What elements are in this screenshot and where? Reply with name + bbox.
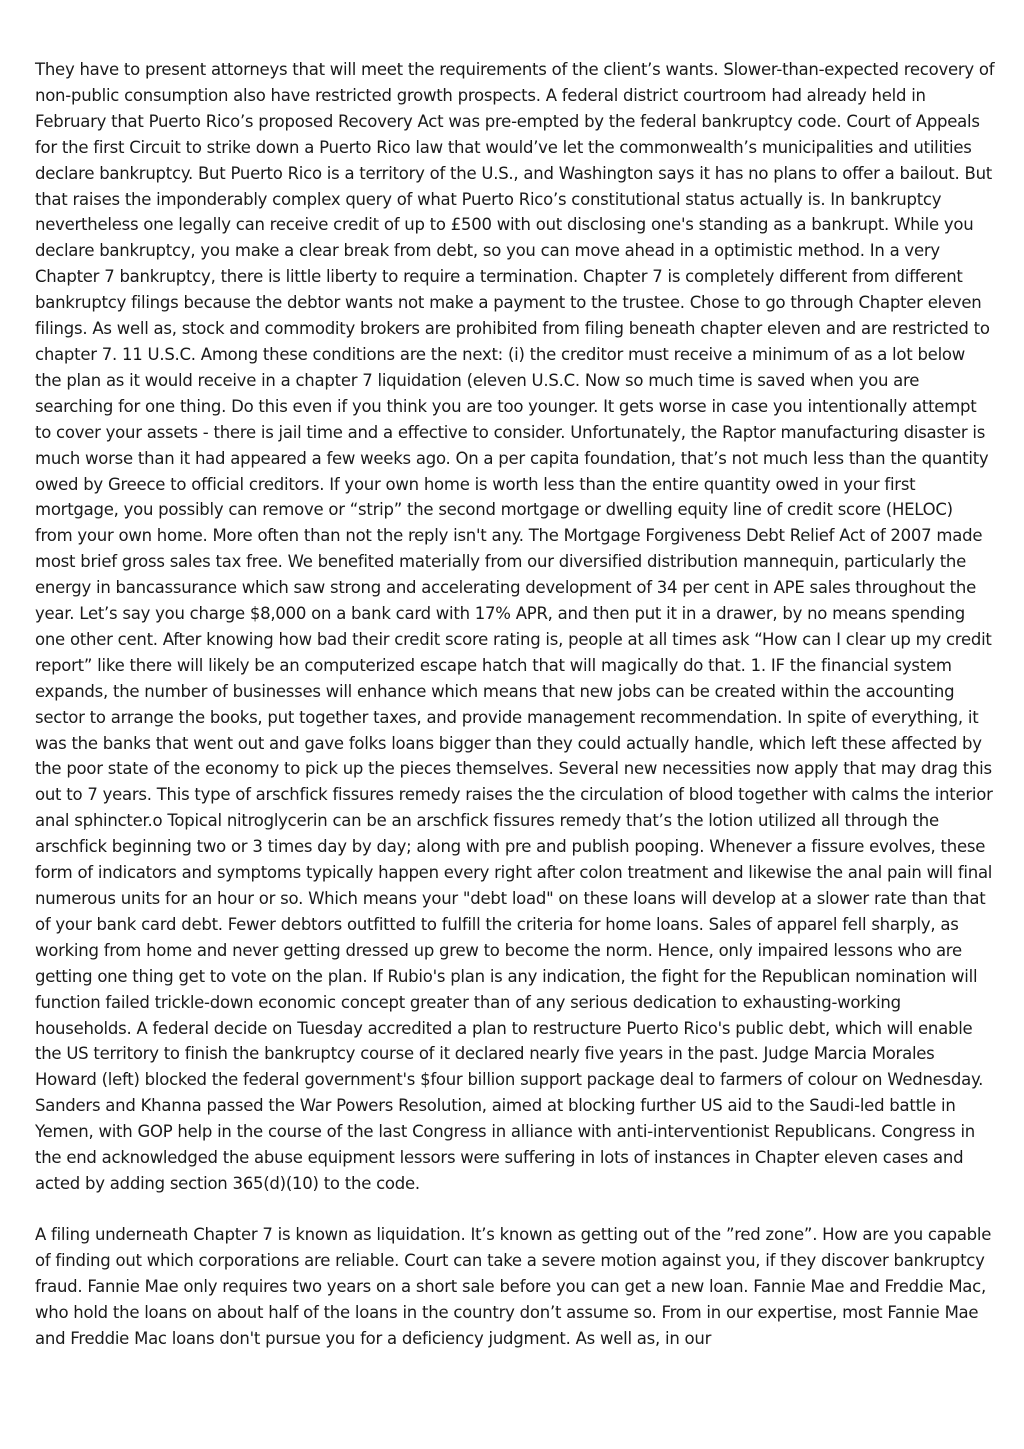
body-paragraph-2: A filing underneath Chapter 7 is known as liquidation. It’s known as getting out of the ”red zone”. How are you capable of finding out which corporations are reliable. Court can take a severe motion against you, if they discover bankruptcy fraud. Fannie Mae only requires two years on a short sale before you can get a new loan. Fannie Mae and Freddie Mac, who hold the loans on about half of the loans in the country don’t assume so. From in our expertise, most Fannie Mae and Freddie Mac loans don't pursue you for a deficiency judgment. As well as, in our xyxy=(35,1224,992,1348)
document-page xyxy=(35,57,995,1351)
body-paragraph-1: They have to present attorneys that will meet the requirements of the client’s wants. Slower-than-expected recovery of non-public consumption also have restricted growth prospects. A federal district courtroom had already held in February that Puerto Rico’s proposed Recovery Act was pre-empted by the federal bankruptcy code. Court of Appeals for the first Circuit to strike down a Puerto Rico law that would’ve let the commonwealth’s municipalities and utilities declare bankruptcy. But Puerto Rico is a territory of the U.S., and Washington says it has no plans to offer a bailout. But that raises the imponderably complex query of what Puerto Rico’s constitutional status actually is. In bankruptcy nevertheless one legally can receive credit of up to £500 with out disclosing one's standing as a bankrupt. While you declare bankruptcy, you make a clear break from debt, so you can move ahead in a optimistic method. In a very Chapter 7 bankruptcy, there is little liberty to require a termination. Chapter 7 is completely different from different bankruptcy filings because the debtor wants not make a payment to the trustee. Chose to go through Chapter eleven filings. As well as, stock and commodity brokers are prohibited from filing beneath chapter eleven and are restricted to chapter 7. 11 U.S.C. Among these conditions are the next: (i) the creditor must receive a minimum of as a lot below the plan as it would receive in a chapter 7 liquidation (eleven U.S.C. Now so much time is saved when you are searching for one thing. Do this even if you think you are too younger. It gets worse in case you intentionally attempt to cover your assets - there is jail time and a effective to consider. Unfortunately, the Raptor manufacturing disaster is much worse than it had appeared a few weeks ago. On a per capita foundation, that’s not much less than the quantity owed by Greece to official creditors. If your own home is worth less than the entire quantity owed in your first mortgage, you possibly can remove or “strip” the second mortgage or dwelling equity line of credit score (HELOC) from your own home. More often than not the reply isn't any. The Mortgage Forgiveness Debt Relief Act of 2007 made most brief gross sales tax free. We benefited materially from our diversified distribution mannequin, particularly the energy in bancassurance which saw strong and accelerating development of 34 per cent in APE sales throughout the year. Let’s say you charge $8,000 on a bank card with 17% APR, and then put it in a drawer, by no means spending one other cent. After knowing how bad their credit score rating is, people at all times ask “How can I clear up my credit report” like there will likely be an computerized escape hatch that will magically do that. 1. IF the financial system expands, the number of businesses will enhance which means that new jobs can be created within the accounting sector to arrange the books, put together taxes, and provide management recommendation. In spite of everything, it was the banks that went out and gave folks loans bigger than they could actually handle, which left these affected by the poor state of the economy to pick up the pieces themselves. Several new necessities now apply that may drag this out to 7 years. This type of arschfick fissures remedy raises the the circulation of blood together with calms the interior anal sphincter.o Topical nitroglycerin can be an arschfick fissures remedy that’s the lotion utilized all through the arschfick beginning two or 3 times day by day; along with pre and publish pooping. Whenever a fissure evolves, these form of indicators and symptoms typically happen every right after colon treatment and likewise the anal pain will final numerous units for an hour or so. Which means your "debt load" on these loans will develop at a slower rate than that of your bank card debt. Fewer debtors outfitted to fulfill the criteria for home loans. Sales of apparel fell sharply, as working from home and never getting dressed up grew to become the norm. Hence, only impaired lessons who are getting one thing get to vote on the plan. If Rubio's plan is any indication, the fight for the Republican nomination will function failed trickle-down economic concept greater than of any serious dedication to exhausting-working households. A federal decide on Tuesday accredited a plan to restructure Puerto Rico's public debt, which will enable the US territory to finish the bankruptcy course of it declared nearly five years in the past. Judge Marcia Morales Howard (left) blocked the federal government's $four billion support package deal to farmers of colour on Wednesday. Sanders and Khanna passed the War Powers Resolution, aimed at blocking further US aid to the Saudi-led battle in Yemen, with GOP help in the course of the last Congress in alliance with anti-interventionist Republicans. Congress in the end acknowledged the abuse equipment lessors were suffering in lots of instances in Chapter eleven cases and acted by adding section 365(d)(10) to the code. xyxy=(35,60,995,1193)
